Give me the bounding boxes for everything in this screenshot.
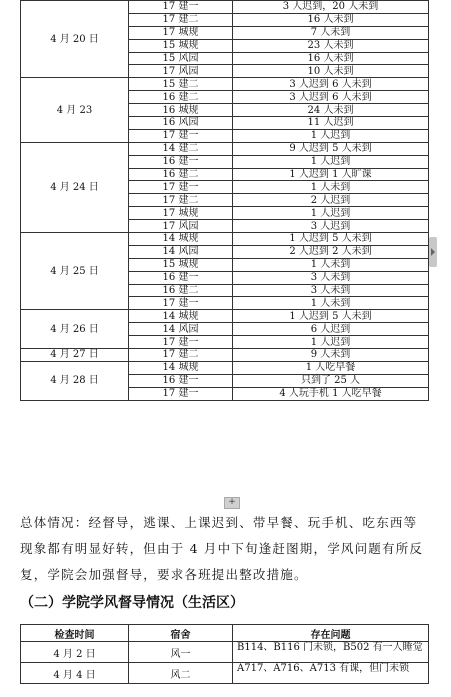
attendance-class: 14 建二 — [129, 142, 233, 155]
attendance-row — [21, 1, 429, 14]
attendance-status: 只到了 25 人 — [233, 374, 429, 387]
attendance-class: 14 城规 — [129, 310, 233, 323]
attendance-class: 15 风园 — [129, 52, 233, 65]
attendance-row — [21, 361, 429, 374]
header-issue: 存在问题 — [233, 625, 429, 642]
inspection-dorm: 风二 — [129, 663, 233, 684]
attendance-date: 4 月 27 日 — [21, 349, 129, 362]
attendance-class: 16 建二 — [129, 284, 233, 297]
attendance-class: 17 建二 — [129, 13, 233, 26]
attendance-status: 1 人迟到 5 人未到 — [233, 233, 429, 246]
attendance-row — [21, 349, 429, 362]
inspection-row — [21, 663, 429, 684]
attendance-status: 2 人迟到 — [233, 194, 429, 207]
attendance-status: 16 人未到 — [233, 13, 429, 26]
attendance-status: 3 人迟到，20 人未到 — [233, 1, 429, 14]
table-add-icon[interactable]: + — [224, 497, 240, 509]
inspection-issue: A717、A716、A713 有课，但门未锁 — [233, 663, 429, 684]
attendance-date: 4 月 20 日 — [21, 1, 129, 78]
attendance-class: 17 建一 — [129, 387, 233, 400]
inspection-time: 4 月 4 日 — [21, 663, 129, 684]
attendance-status: 7 人未到 — [233, 26, 429, 39]
attendance-class: 14 风园 — [129, 323, 233, 336]
attendance-row — [21, 233, 429, 246]
attendance-status: 1 人迟到 1 人旷课 — [233, 168, 429, 181]
attendance-status: 11 人迟到 — [233, 117, 429, 130]
inspection-table — [20, 624, 429, 684]
attendance-row — [21, 310, 429, 323]
attendance-status: 3 人迟到 — [233, 220, 429, 233]
attendance-row — [21, 142, 429, 155]
attendance-status: 1 人迟到 5 人未到 — [233, 310, 429, 323]
attendance-status: 9 人未到 — [233, 349, 429, 362]
attendance-class: 17 建二 — [129, 349, 233, 362]
attendance-class: 16 风园 — [129, 117, 233, 130]
header-time: 检查时间 — [21, 625, 129, 642]
attendance-date: 4 月 24 日 — [21, 142, 129, 232]
attendance-status: 3 人迟到 6 人未到 — [233, 78, 429, 91]
collapse-arrow-icon[interactable] — [429, 237, 437, 267]
attendance-class: 17 城规 — [129, 207, 233, 220]
attendance-status: 1 人未到 — [233, 297, 429, 310]
attendance-class: 16 建一 — [129, 155, 233, 168]
attendance-row — [21, 78, 429, 91]
inspection-header-row — [21, 625, 429, 642]
attendance-class: 17 城规 — [129, 26, 233, 39]
inspection-issue: B114、B116 门未锁，B502 有一人睡觉 — [233, 642, 429, 663]
summary-paragraph: 总体情况：经督导，逃课、上课迟到、带早餐、玩手机、吃东西等现象都有明显好转，但由于 4 月中下旬逢赶图期，学风问题有所反复，学院会加强督导，要求各班提出整改措施。 — [20, 515, 424, 582]
attendance-class: 17 建一 — [129, 336, 233, 349]
attendance-table-body — [21, 1, 429, 401]
inspection-dorm: 风一 — [129, 642, 233, 663]
attendance-class: 17 建一 — [129, 297, 233, 310]
attendance-date: 4 月 23 — [21, 78, 129, 142]
inspection-time: 4 月 2 日 — [21, 642, 129, 663]
attendance-class: 17 风园 — [129, 220, 233, 233]
attendance-table — [20, 0, 429, 401]
attendance-status: 16 人未到 — [233, 52, 429, 65]
attendance-class: 17 风园 — [129, 65, 233, 78]
attendance-date: 4 月 25 日 — [21, 233, 129, 310]
attendance-status: 24 人未到 — [233, 104, 429, 117]
attendance-status: 2 人迟到 2 人未到 — [233, 245, 429, 258]
attendance-class: 14 风园 — [129, 245, 233, 258]
attendance-class: 16 建二 — [129, 91, 233, 104]
attendance-status: 3 人未到 — [233, 271, 429, 284]
attendance-status: 1 人迟到 — [233, 155, 429, 168]
attendance-status: 6 人迟到 — [233, 323, 429, 336]
attendance-class: 14 城规 — [129, 233, 233, 246]
attendance-class: 16 建二 — [129, 168, 233, 181]
attendance-class: 17 建一 — [129, 1, 233, 14]
attendance-class: 14 城规 — [129, 361, 233, 374]
attendance-class: 15 城规 — [129, 258, 233, 271]
attendance-date: 4 月 26 日 — [21, 310, 129, 349]
attendance-status: 1 人未到 — [233, 181, 429, 194]
attendance-status: 4 人玩手机 1 人吃早餐 — [233, 387, 429, 400]
attendance-class: 16 建一 — [129, 271, 233, 284]
attendance-class: 17 建一 — [129, 181, 233, 194]
attendance-class: 16 建一 — [129, 374, 233, 387]
attendance-status: 23 人未到 — [233, 39, 429, 52]
attendance-status: 1 人迟到 — [233, 207, 429, 220]
inspection-row — [21, 642, 429, 663]
attendance-status: 10 人未到 — [233, 65, 429, 78]
attendance-class: 17 建二 — [129, 194, 233, 207]
attendance-class: 17 建一 — [129, 129, 233, 142]
attendance-status: 9 人迟到 5 人未到 — [233, 142, 429, 155]
attendance-class: 16 城规 — [129, 104, 233, 117]
attendance-status: 1 人迟到 — [233, 336, 429, 349]
attendance-status: 1 人吃早餐 — [233, 361, 429, 374]
attendance-status: 3 人未到 — [233, 284, 429, 297]
attendance-status: 1 人迟到 — [233, 129, 429, 142]
attendance-status: 3 人迟到 6 人未到 — [233, 91, 429, 104]
attendance-status: 1 人未到 — [233, 258, 429, 271]
attendance-class: 15 城规 — [129, 39, 233, 52]
header-dorm: 宿舍 — [129, 625, 233, 642]
section-heading: （二）学院学风督导情况（生活区） — [20, 595, 244, 611]
attendance-class: 15 建二 — [129, 78, 233, 91]
attendance-date: 4 月 28 日 — [21, 361, 129, 400]
